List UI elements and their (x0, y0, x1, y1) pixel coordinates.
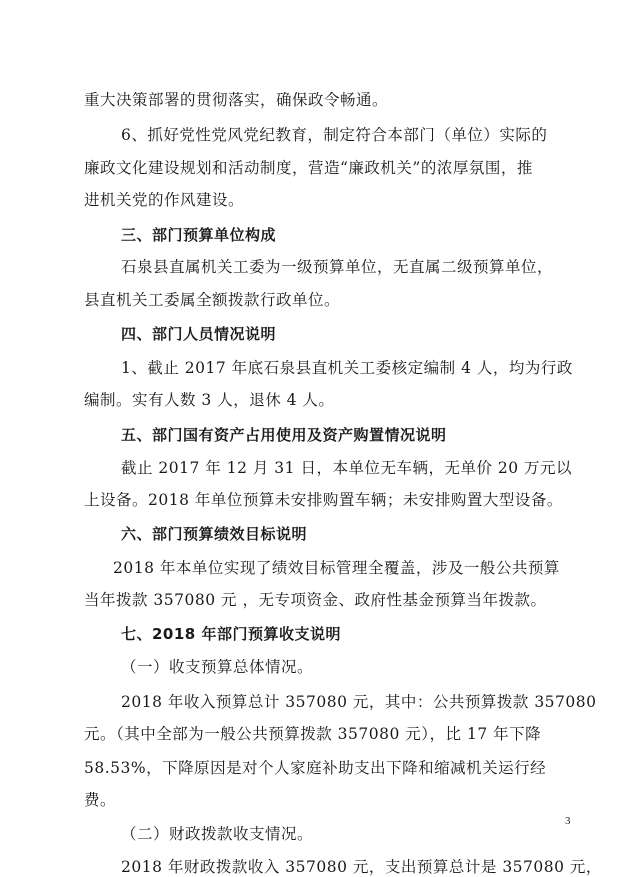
section-heading: 七、2018 年部门预算收支说明 (121, 625, 341, 643)
body-line: 元。（其中全部为一般公共预算拨款 357080 元），比 17 年下降 (84, 725, 542, 743)
body-line: 重大决策部署的贯彻落实，确保政令畅通。 (84, 91, 389, 109)
body-line: 截止 2017 年 12 月 31 日，本单位无车辆，无单价 20 万元以 (121, 459, 573, 477)
body-line: 县直机关工委属全额拨款行政单位。 (84, 291, 341, 309)
body-line: 进机关党的作风建设。 (84, 191, 245, 209)
body-line: 2018 年财政拨款收入 357080 元，支出预算总计是 357080 元， (121, 858, 602, 876)
body-line: 费。 (84, 791, 117, 809)
body-line: 58.53%，下降原因是对个人家庭补助支出下降和缩减机关运行经 (84, 759, 547, 777)
subsection-heading: （二）财政拨款收支情况。 (121, 825, 314, 843)
body-line: 2018 年本单位实现了绩效目标管理全覆盖，涉及一般公共预算 (113, 559, 560, 577)
body-line: 上设备。2018 年单位预算未安排购置车辆；未安排购置大型设备。 (84, 491, 563, 509)
body-line: 1、截止 2017 年底石泉县直机关工委核定编制 4 人，均为行政 (121, 359, 573, 377)
subsection-heading: （一）收支预算总体情况。 (121, 658, 314, 676)
section-heading: 五、部门国有资产占用使用及资产购置情况说明 (121, 426, 447, 444)
section-heading: 六、部门预算绩效目标说明 (121, 525, 308, 543)
section-heading: 四、部门人员情况说明 (121, 325, 277, 343)
body-line: 2018 年收入预算总计 357080 元，其中：公共预算拨款 357080 (121, 693, 597, 711)
body-line: 石泉县直属机关工委为一级预算单位，无直属二级预算单位， (121, 258, 554, 276)
body-line: 编制。实有人数 3 人，退休 4 人。 (84, 391, 335, 409)
body-line: 当年拨款 357080 元 ，无专项资金、政府性基金预算当年拨款。 (84, 591, 547, 609)
section-heading: 三、部门预算单位构成 (121, 226, 277, 244)
body-line: 6、抓好党性党风党纪教育，制定符合本部门（单位）实际的 (121, 126, 548, 144)
page-number: 3 (565, 815, 571, 827)
body-line: 廉政文化建设规划和活动制度，营造“廉政机关”的浓厚氛围，推 (84, 159, 533, 177)
